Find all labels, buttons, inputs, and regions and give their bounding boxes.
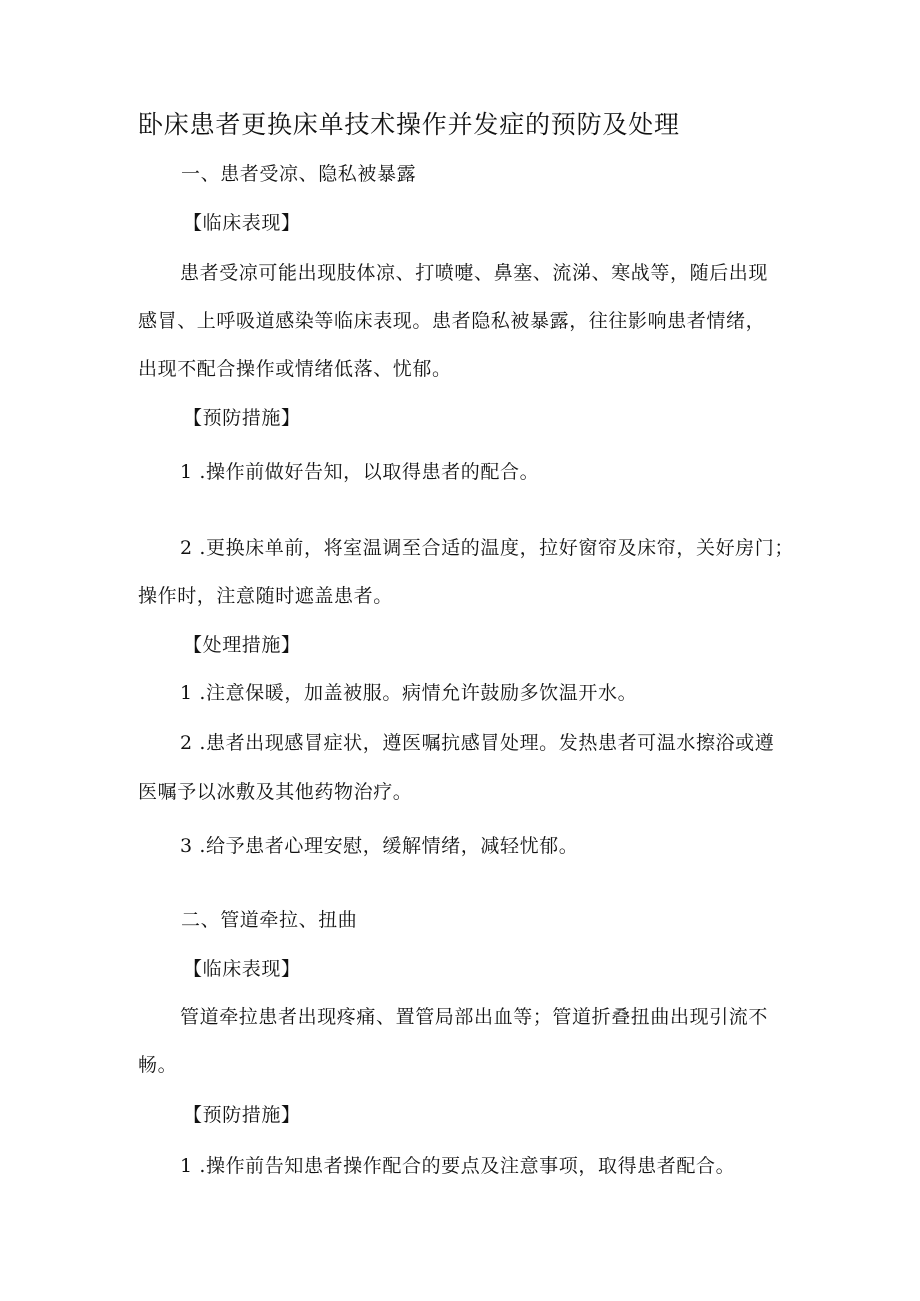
section-1-prevention-item-2-line-1: 2 .更换床单前，将室温调至合适的温度，拉好窗帘及床帘，关好房门； [180,537,794,559]
section-1-treatment-label: 【处理措施】 [183,634,301,656]
document-title: 卧床患者更换床单技术操作并发症的预防及处理 [138,110,680,139]
section-1-treatment-item-1: 1 .注意保暖，加盖被服。病情允许鼓励多饮温开水。 [180,682,638,704]
section-2-clinical-line-1: 管道牵拉患者出现疼痛、置管局部出血等；管道折叠扭曲出现引流不 [180,1006,769,1028]
section-2-clinical-label: 【临床表现】 [183,958,301,980]
section-1-clinical-line-3: 出现不配合操作或情绪低落、忧郁。 [138,358,452,380]
section-1-clinical-line-2: 感冒、上呼吸道感染等临床表现。患者隐私被暴露，往往影响患者情绪， [138,310,766,332]
section-2-prevention-label: 【预防措施】 [183,1104,301,1126]
section-2-prevention-item-1: 1 .操作前告知患者操作配合的要点及注意事项，取得患者配合。 [180,1155,736,1177]
section-1-heading: 一、患者受凉、隐私被暴露 [181,163,417,185]
section-1-treatment-item-2-line-1: 2 .患者出现感冒症状，遵医嘱抗感冒处理。发热患者可温水擦浴或遵 [180,732,775,754]
section-2-heading: 二、管道牵拉、扭曲 [181,909,358,931]
section-1-prevention-item-1: 1 .操作前做好告知，以取得患者的配合。 [180,461,540,483]
section-1-prevention-item-2-line-2: 操作时，注意随时遮盖患者。 [138,585,393,607]
section-1-prevention-label: 【预防措施】 [183,407,301,429]
section-1-clinical-line-1: 患者受凉可能出现肢体凉、打喷嚏、鼻塞、流涕、寒战等，随后出现 [180,262,769,284]
section-1-treatment-item-2-line-2: 医嘱予以冰敷及其他药物治疗。 [138,781,413,803]
section-2-clinical-line-2: 畅。 [138,1054,178,1076]
section-1-clinical-label: 【临床表现】 [183,212,301,234]
section-1-treatment-item-3: 3 .给予患者心理安慰，缓解情绪，减轻忧郁。 [180,835,579,857]
